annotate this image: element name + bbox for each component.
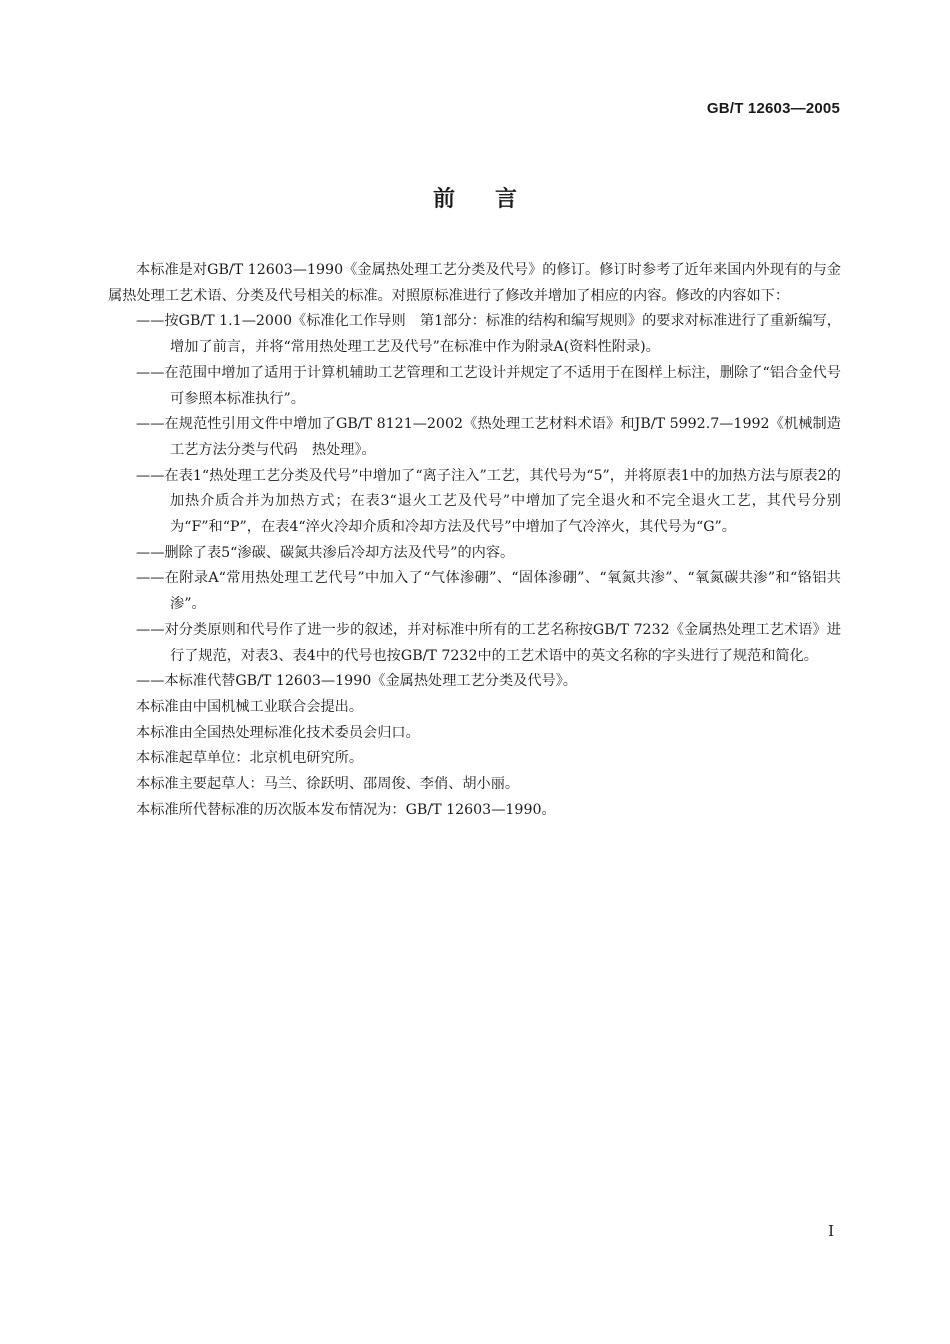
- statement-drafters: 本标准主要起草人：马兰、徐跃明、邵周俊、李俏、胡小丽。: [136, 776, 520, 793]
- change-item: ——在规范性引用文件中增加了GB/T 8121—2002《热处理工艺材料术语》和JB/T 5992.7—1992《机械制造工艺方法分类与代码 热处理》。: [136, 416, 841, 458]
- page-title: 前言: [432, 187, 557, 212]
- page-number: I: [828, 1222, 834, 1240]
- change-item: ——本标准代替GB/T 12603—1990《金属热处理工艺分类及代号》。: [136, 673, 577, 690]
- statement-committee: 本标准由全国热处理标准化技术委员会归口。: [136, 724, 420, 741]
- statement-history: 本标准所代替标准的历次版本发布情况为：GB/T 12603—1990。: [136, 801, 556, 818]
- change-item: ——在附录A“常用热处理工艺代号”中加入了“气体渗硼”、“固体渗硼”、“氧氮共渗”、“氧氮碳共渗”和“铬铝共渗”。: [136, 570, 841, 613]
- foreword-body: [108, 258, 841, 823]
- change-item: ——对分类原则和代号作了进一步的叙述，并对标准中所有的工艺名称按GB/T 7232《金属热处理工艺术语》进行了规范，对表3、表4中的代号也按GB/T 7232中的工艺术语中的英文名称的字头进行了规范和简化。: [136, 621, 841, 664]
- statement-drafting-unit: 本标准起草单位：北京机电研究所。: [136, 750, 364, 767]
- change-item: ——按GB/T 1.1—2000《标准化工作导则 第1部分：标准的结构和编写规则》的要求对标准进行了重新编写，增加了前言，并将“常用热处理工艺及代号”在标准中作为附录A(资料性附录)。: [136, 313, 841, 356]
- statement-proposer: 本标准由中国机械工业联合会提出。: [136, 698, 364, 715]
- standard-code: GB/T 12603—2005: [706, 100, 840, 117]
- change-item: ——在范围中增加了适用于计算机辅助工艺管理和工艺设计并规定了不适用于在图样上标注，删除了“铝合金代号可参照本标准执行”。: [136, 364, 841, 407]
- intro-paragraph: 本标准是对GB/T 12603—1990《金属热处理工艺分类及代号》的修订。修订时参考了近年来国内外现有的与金属热处理工艺术语、分类及代号相关的标准。对照原标准进行了修改并增加了相应的内容。修改的内容如下：: [108, 262, 841, 304]
- change-item: ——删除了表5“渗碳、碳氮共渗后冷却方法及代号”的内容。: [136, 544, 515, 561]
- change-item: ——在表1“热处理工艺分类及代号”中增加了“离子注入”工艺，其代号为“5”，并将原表1中的加热方法与原表2的加热介质合并为加热方式；在表3“退火工艺及代号”中增加了完全退火和不完全退火工艺，其代号分别为“F”和“P”，在表4“淬火冷却介质和冷却方法及代号”中增加了气冷淬火，其代号为“G”。: [136, 467, 841, 536]
